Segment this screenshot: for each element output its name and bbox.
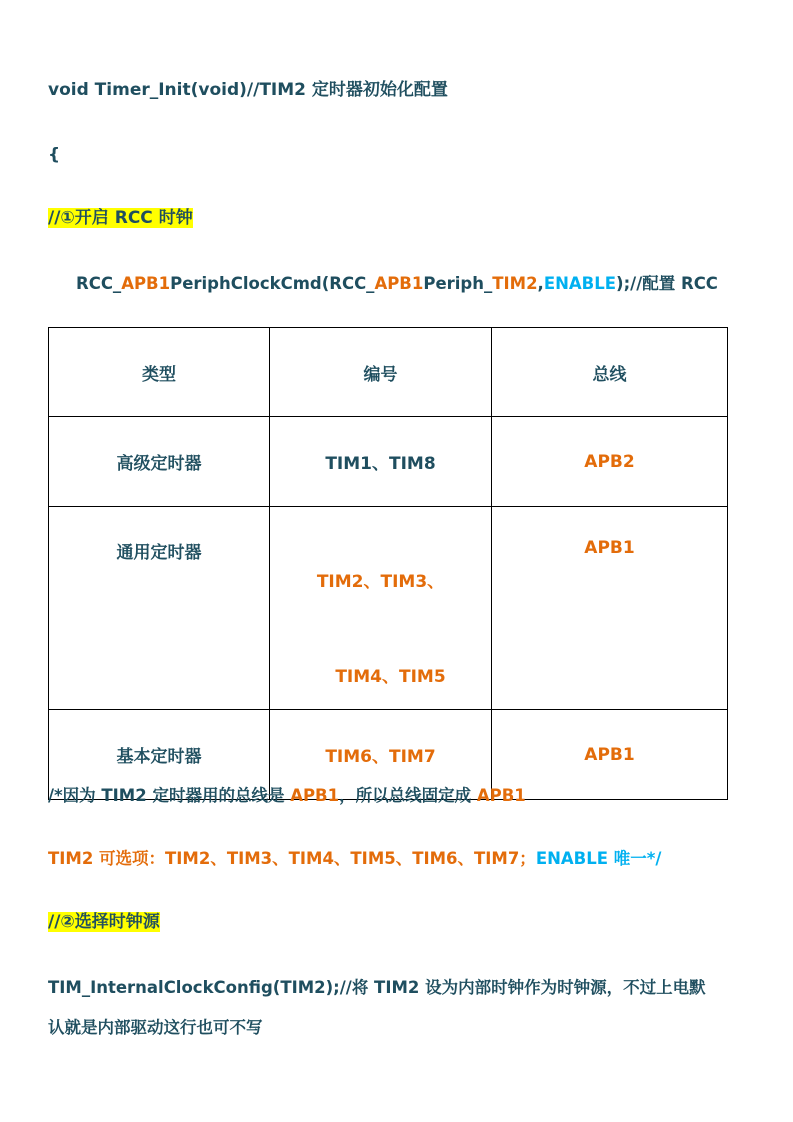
- clock-config-line: TIM_InternalClockConfig(TIM2);//将 TIM2 设为内部时钟作为时钟源，不过上电默: [48, 978, 706, 997]
- step2-comment-text: //②选择时钟源: [48, 912, 160, 932]
- comment-apb1-token: APB1: [290, 786, 340, 805]
- table-cell-number: TIM1、TIM8: [270, 417, 492, 507]
- rcc-apb1-token: APB1: [121, 274, 171, 293]
- step1-comment: [48, 206, 193, 230]
- table-cell-type-text: 通用定时器: [116, 543, 202, 563]
- table-cell-number-line: TIM2、TIM3、: [316, 572, 445, 592]
- step2-comment: [48, 910, 160, 934]
- clock-config-line-continued: 认就是内部驱动这行也可不写: [48, 1018, 263, 1037]
- table-header-row: [49, 328, 728, 417]
- comment-apb1-token: APB1: [476, 786, 526, 805]
- rcc-code-part: RCC_: [76, 274, 122, 293]
- table-cell-bus: [492, 507, 728, 710]
- table-row: [49, 417, 728, 507]
- rcc-apb1-token: APB1: [374, 274, 424, 293]
- options-text: TIM2 可选项：TIM2、TIM3、TIM4、TIM5、TIM6、TIM7；: [48, 849, 536, 868]
- open-brace: {: [48, 145, 61, 165]
- table-row: [49, 507, 728, 710]
- function-signature: void Timer_Init(void)//TIM2 定时器初始化配置: [48, 80, 448, 100]
- table-header-cell: 总线: [492, 328, 728, 417]
- options-enable-token: ENABLE: [535, 849, 609, 868]
- rcc-tim2-token: TIM2: [492, 274, 538, 293]
- table-cell-bus: APB2: [492, 417, 728, 507]
- table-cell-number-line: TIM4、TIM5: [335, 667, 446, 687]
- table-cell-number: [270, 507, 492, 710]
- options-comment-line: [48, 847, 661, 871]
- table-header-cell: 类型: [49, 328, 270, 417]
- bus-comment-line: [48, 784, 526, 808]
- comment-text: /*因为 TIM2 定时器用的总线是: [48, 786, 291, 805]
- table-cell-type: 高级定时器: [49, 417, 270, 507]
- options-tail-text: 唯一*/: [608, 849, 662, 868]
- comment-text: ，所以总线固定成: [339, 786, 477, 805]
- rcc-enable-token: ENABLE: [543, 274, 617, 293]
- rcc-code-part: PeriphClockCmd(RCC_: [170, 274, 375, 293]
- table-cell-type: [49, 507, 270, 710]
- table-cell-number: TIM6、TIM7: [270, 710, 492, 800]
- table-cell-type: 基本定时器: [49, 710, 270, 800]
- table-cell-bus-text: APB1: [584, 538, 635, 558]
- table-header-cell: 编号: [270, 328, 492, 417]
- rcc-code-part: Periph_: [423, 274, 493, 293]
- rcc-code-part: ,: [537, 274, 544, 293]
- timer-bus-table: [48, 327, 728, 800]
- rcc-code-part: );//配置 RCC: [616, 274, 718, 293]
- table-cell-bus: APB1: [492, 710, 728, 800]
- rcc-code-line: [76, 272, 718, 296]
- step1-comment-text: //①开启 RCC 时钟: [48, 208, 193, 228]
